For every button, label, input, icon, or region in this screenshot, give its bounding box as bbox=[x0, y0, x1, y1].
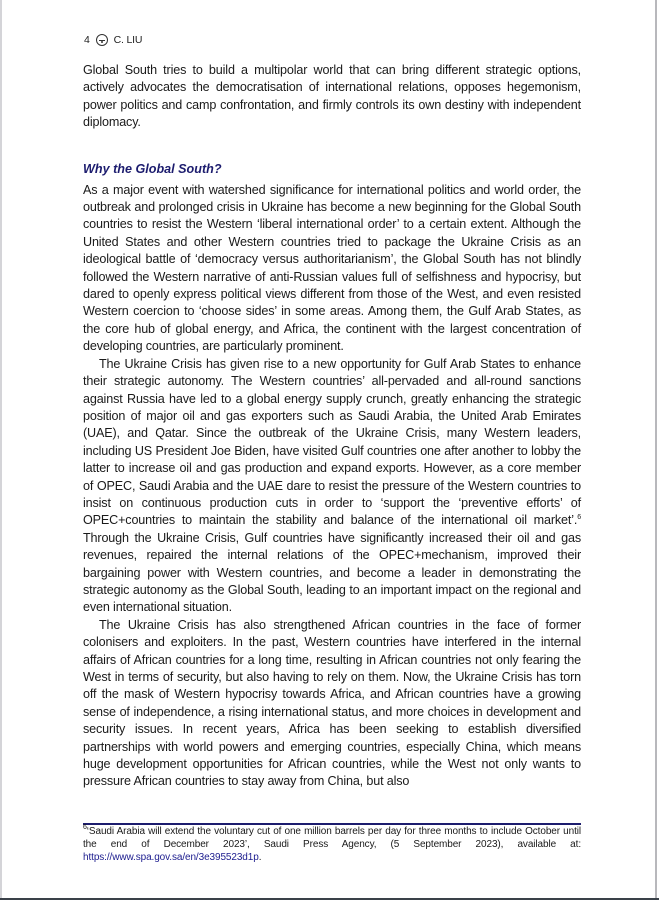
body-text bbox=[83, 62, 581, 791]
publisher-logo-icon bbox=[96, 34, 108, 46]
footnote: $^6$‘Saudi Arabia will extend the voluntary cut of one million barrels per day for three months to include October until the end of December 2023’, Saudi Press Agency, (5 September 2023), available at: https://www.spa.gov.sa/en/3e395523d1p. bbox=[83, 824, 581, 864]
running-head bbox=[84, 34, 142, 46]
footnote-reference[interactable]: 6 bbox=[577, 514, 581, 522]
footnote-text: ‘Saudi Arabia will extend the voluntary cut of one million barrels per day for three months to include October until the end of December 2023’, Saudi Press Agency, (5 September 2023), available at: bbox=[83, 826, 581, 851]
paragraph: The Ukraine Crisis has also strengthened African countries in the face of former colonisers and exploiters. In the past, Western countries have interfered in the internal affairs of African countries for a long time, resulting in African countries not only fearing the West in terms of security, but also having to rely on them. Now, the Ukraine Crisis has torn off the mask of Western hypocrisy towards Africa, and African countries have a growing sense of independence, a rising international status, and more choices in development and security issues. In recent years, Africa has been seeking to establish diversified partnerships with world powers and emerging countries, especially China, which means huge development opportunities for African countries, while the West not only wants to pressure African countries to stay away from China, but also bbox=[83, 617, 581, 789]
continuation-paragraph: Global South tries to build a multipolar world that can bring different strategic options, actively advocates the democratisation of international relations, opposes hegemonism, power politics and camp confrontation, and firmly controls its own destiny with independent diplomacy. bbox=[83, 63, 581, 130]
section-heading: Why the Global South? bbox=[83, 161, 222, 176]
footnote-number: 6 bbox=[83, 824, 87, 831]
paragraph: As a major event with watershed significance for international politics and world order, the outbreak and prolonged crisis in Ukraine has become a new beginning for the Global South countries to resist the Western ‘liberal international order’ to a certain extent. Although the United States and other Western countries tried to package the Ukraine Crisis as an ideological battle of ‘democracy versus authoritarianism’, the Global South has not blindly followed the Western narrative of anti-Russian values full of selfishness and hypocrisy, but dared to openly express political views different from those of the West, and even resisted Western coercion to ‘choose sides’ in some areas. Among them, the Gulf Arab States, as the core hub of global energy, and Africa, the continent with the largest concentration of developing countries, are particularly prominent. bbox=[83, 182, 581, 354]
author-name: C. LIU bbox=[113, 34, 143, 46]
paragraph: The Ukraine Crisis has given rise to a new opportunity for Gulf Arab States to enhance their strategic autonomy. The Western countries’ all-pervaded and all-round sanctions against Russia have led to a global energy supply crunch, greatly enhancing the strategic position of major oil and gas exporters such as Saudi Arabia, the United Arab Emirates (UAE), and Qatar. Since the outbreak of the Ukraine Crisis, many Western leaders, including US President Joe Biden, have visited Gulf countries one after another to lobby the latter to increase oil and gas production and expand exports. However, as a core member of OPEC, Saudi Arabia and the UAE dare to resist the pressure of the Western countries to insist on continuous production cuts in order to ‘support the ‘preventive efforts’ of OPEC+countries to maintain the stability and balance of the international oil market’.$^6$ Through the Ukraine Crisis, Gulf countries have significantly increased their oil and gas revenues, repaired the internal relations of the OPEC+mechanism, improved their bargaining power with Western countries, and become a leader in demonstrating the strategic autonomy as the Global South, leading to an important impact on the regional and even international situation. bbox=[83, 356, 581, 615]
page-number: 4 bbox=[84, 34, 90, 46]
footnote-link[interactable]: https://www.spa.gov.sa/en/3e395523d1p bbox=[83, 852, 259, 864]
